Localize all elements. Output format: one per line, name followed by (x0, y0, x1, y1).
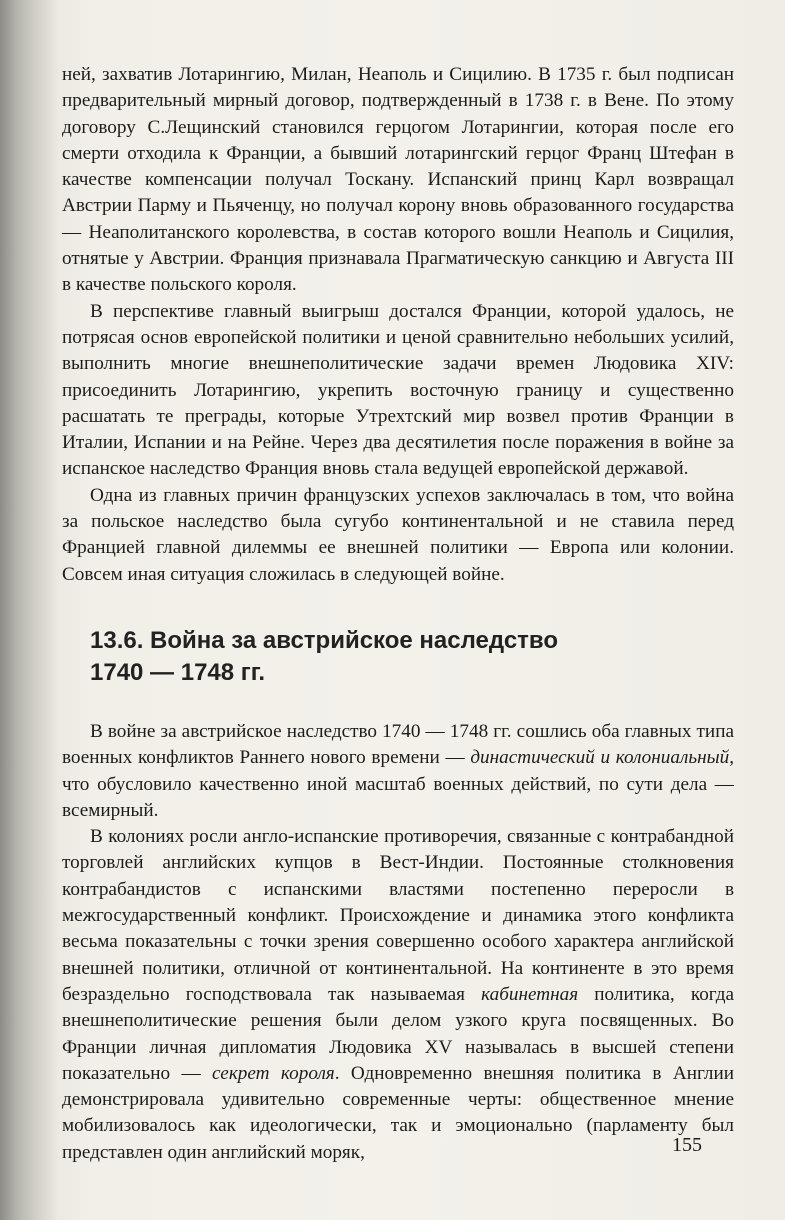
book-spine-shadow (0, 0, 58, 1220)
paragraphs-before-heading (62, 62, 734, 588)
heading-line-2: 1740 — 1748 гг. (90, 658, 266, 686)
italic-term: династический и колониальный (470, 747, 730, 769)
paragraph-5: В колониях росли англо-испанские противоречия, связанные с контрабандной торговлей английских купцов в Вест-Индии. Постоянные столкновения контрабандистов с испанскими властями постепенно переросли в межгосударственный конфликт. Происхождение и динамика этого конфликта весьма показательны с точки зрения совершенно особого характера английской внешней политики, отличной от континентальной. На континенте в это время безраздельно господствовала так называемая кабинетная политика, когда внешнеполитические решения были делом узкого круга посвященных. Во Франции личная дипломатия Людовика XV называлась в высшей степени показательно — секрет короля. Одновременно внешняя политика в Англии демонстрировала удивительно современные черты: общественное мнение мобилизовалось как идеологически, так и эмоционально (парламенту был представлен один английский моряк, (62, 826, 734, 1163)
paragraph-2: В перспективе главный выигрыш достался Франции, которой удалось, не потрясая основ европейской политики и ценой сравнительно небольших усилий, выполнить многие внешнеполитические задачи времен Людовика XIV: присоединить Лотарингию, укрепить восточную границу и существенно расшатать те преграды, которые Утрехтский мир возвел против Франции в Италии, Испании и на Рейне. Через два десятилетия после поражения в войне за испанское наследство Франция вновь стала ведущей европейской державой. (62, 300, 734, 480)
paragraph-1: ней, захватив Лотарингию, Милан, Неаполь и Сицилию. В 1735 г. был подписан предварительный мирный договор, подтвержденный в 1738 г. в Вене. По этому договору С.Лещинский становился герцогом Лотарингии, которая после его смерти отходила к Франции, а бывший лотарингский герцог Франц Штефан в качестве компенсации получал Тоскану. Испанский принц Карл возвращал Австрии Парму и Пьяченцу, но получал корону вновь образованного государства — Неаполитанского королевства, в состав которого вошли Неаполь и Сицилия, отнятые у Австрии. Франция признавала Прагматическую санкцию и Августа III в качестве польского короля. (62, 64, 734, 296)
section-heading (90, 625, 734, 689)
italic-term: секрет короля (212, 1062, 335, 1084)
page-number: 155 (672, 1134, 702, 1156)
paragraph-3: Одна из главных причин французских успехов заключалась в том, что война за польское наследство была сугубо континентальной и не ставила перед Францией главной дилеммы ее внешней политики — Европа или колонии. Совсем иная ситуация сложилась в следующей войне. (62, 484, 734, 585)
text-body (62, 62, 734, 1166)
paragraph-4: В войне за австрийское наследство 1740 — 1748 гг. сошлись оба главных типа военных конфликтов Раннего нового времени — династический и колониальный, что обусловило качественно иной масштаб военных действий, по сути дела — всемирный. (62, 720, 734, 821)
heading-line-1: 13.6. Война за австрийское наследство (90, 626, 559, 654)
italic-term: кабинетная (481, 983, 579, 1005)
